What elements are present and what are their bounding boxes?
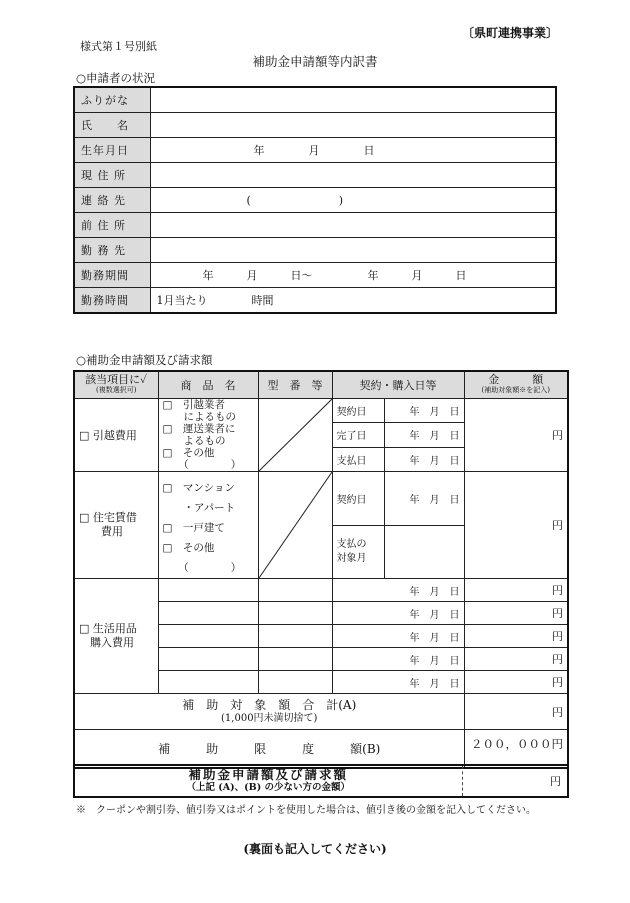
- rent-item-apartment: ・アパート: [162, 502, 236, 514]
- row-contact: [74, 188, 556, 213]
- project-tag: 〔県町連携事業〕: [461, 26, 558, 40]
- moving-model-slash: [258, 399, 332, 472]
- label-birthdate: 生年月日: [74, 138, 150, 163]
- header-amount: [464, 371, 568, 399]
- moving-item-carrier-2: よるもの: [162, 435, 226, 447]
- rent-target-month-label-1: 支払の: [336, 538, 367, 550]
- final-amount-box: [73, 764, 569, 798]
- field-contact[interactable]: ( ): [150, 188, 556, 213]
- field-work-period[interactable]: 年 月 日～ 年 月 日: [150, 263, 556, 288]
- total-sub: (1,000円未満切捨て): [221, 712, 318, 724]
- goods-product-4[interactable]: [158, 648, 258, 671]
- rent-item-house[interactable]: □ 一戸建て: [162, 522, 225, 534]
- goods-category[interactable]: [74, 579, 158, 694]
- moving-item-other-paren: （ ）: [162, 459, 242, 471]
- row-furigana: [74, 87, 556, 113]
- discount-note: ※ クーポンや割引券、値引券又はポイントを使用した場合は、値引き後の金額を記入してください。: [76, 805, 536, 816]
- form-number: 様式第１号別紙: [80, 40, 157, 53]
- moving-amount[interactable]: 円: [464, 399, 568, 472]
- moving-payment-label: 支払日: [332, 447, 384, 471]
- row-address: [74, 163, 556, 188]
- rent-item-other[interactable]: □ その他: [162, 542, 215, 554]
- rent-target-month-label: [332, 525, 384, 579]
- limit-amount: ２００，０００円: [464, 730, 568, 768]
- moving-complete-label: 完了日: [332, 423, 384, 447]
- field-name[interactable]: [150, 113, 556, 138]
- field-prev-address[interactable]: [150, 213, 556, 238]
- moving-item-other[interactable]: □ その他: [162, 447, 215, 459]
- goods-product-3[interactable]: [158, 625, 258, 648]
- goods-amount-3[interactable]: 円: [464, 625, 568, 648]
- moving-items[interactable]: [158, 399, 258, 472]
- header-check: [74, 371, 158, 399]
- moving-item-mover-2: によるもの: [162, 411, 236, 423]
- moving-contract-label: 契約日: [332, 399, 384, 423]
- goods-product-5[interactable]: [158, 671, 258, 694]
- goods-amount-4[interactable]: 円: [464, 648, 568, 671]
- label-prev-address: 前 住 所: [74, 213, 150, 238]
- moving-item-carrier[interactable]: □ 運送業者に: [162, 423, 236, 435]
- header-model: 型 番 等: [258, 371, 332, 399]
- goods-date-3[interactable]: 年 月 日: [332, 625, 464, 648]
- label-contact: 連 絡 先: [74, 188, 150, 213]
- goods-date-2[interactable]: 年 月 日: [332, 602, 464, 625]
- final-sub: （上記 (A)、(B) の少ない方の金額）: [186, 782, 350, 793]
- goods-model-3[interactable]: [258, 625, 332, 648]
- header-contract: 契約・購入日等: [332, 371, 464, 399]
- goods-date-5[interactable]: 年 月 日: [332, 671, 464, 694]
- total-label-cell: [74, 694, 464, 730]
- row-name: [74, 113, 556, 138]
- field-furigana[interactable]: [150, 87, 556, 113]
- label-work-period: 勤務期間: [74, 263, 150, 288]
- rent-item-other-paren: （ ）: [162, 562, 242, 574]
- row-birthdate: [74, 138, 556, 163]
- goods-date-1[interactable]: 年 月 日: [332, 579, 464, 602]
- field-birthdate[interactable]: 年 月 日: [150, 138, 556, 163]
- header-amount-label: 金 額: [488, 373, 544, 386]
- goods-category-label-2: 購入費用: [79, 636, 134, 649]
- goods-amount-2[interactable]: 円: [464, 602, 568, 625]
- rent-amount[interactable]: 円: [464, 472, 568, 579]
- label-address: 現 住 所: [74, 163, 150, 188]
- field-workplace[interactable]: [150, 238, 556, 263]
- label-name: 氏 名: [74, 113, 150, 138]
- moving-complete-date[interactable]: 年 月 日: [384, 423, 464, 447]
- rent-category[interactable]: [74, 472, 158, 579]
- row-work-hours: [74, 288, 556, 314]
- label-workplace: 勤 務 先: [74, 238, 150, 263]
- goods-model-5[interactable]: [258, 671, 332, 694]
- rent-target-month[interactable]: [384, 525, 464, 579]
- rent-category-label-2: 費用: [79, 525, 123, 538]
- moving-payment-date[interactable]: 年 月 日: [384, 447, 464, 471]
- final-label: 補助金申請額及び請求額: [188, 767, 348, 782]
- moving-item-mover[interactable]: □ 引越業者: [162, 399, 225, 411]
- goods-amount-5[interactable]: 円: [464, 671, 568, 694]
- rent-target-month-label-2: 対象月: [336, 552, 367, 564]
- subsidy-section-heading: ○補助金申請額及び請求額: [76, 353, 213, 367]
- row-work-period: [74, 263, 556, 288]
- total-amount[interactable]: 円: [464, 694, 568, 730]
- label-work-hours: 勤務時間: [74, 288, 150, 314]
- label-furigana: ふりがな: [74, 87, 150, 113]
- goods-product-1[interactable]: [158, 579, 258, 602]
- goods-model-1[interactable]: [258, 579, 332, 602]
- goods-model-2[interactable]: [258, 602, 332, 625]
- goods-amount-1[interactable]: 円: [464, 579, 568, 602]
- moving-contract-date[interactable]: 年 月 日: [384, 399, 464, 423]
- goods-category-label[interactable]: □ 生活用品: [79, 622, 137, 635]
- field-address[interactable]: [150, 163, 556, 188]
- header-check-label: 該当項目に✓: [85, 373, 148, 386]
- reverse-side-notice: (裏面も記入してください): [243, 842, 387, 856]
- applicant-table: [73, 86, 557, 314]
- header-amount-sub: (補助対象額※を記入): [481, 386, 550, 394]
- subsidy-table: [73, 370, 569, 769]
- row-workplace: [74, 238, 556, 263]
- rent-contract-date[interactable]: 年 月 日: [384, 472, 464, 526]
- rent-contract-label: 契約日: [332, 472, 384, 526]
- goods-model-4[interactable]: [258, 648, 332, 671]
- total-label: 補 助 対 象 額 合 計(A): [182, 697, 357, 712]
- limit-label: 補 助 限 度 額(B): [74, 730, 464, 768]
- rent-item-mansion[interactable]: □ マンション: [162, 482, 235, 494]
- applicant-section-heading: ○申請者の状況: [76, 71, 156, 85]
- rent-items[interactable]: [158, 472, 258, 579]
- rent-model-slash: [258, 472, 332, 579]
- field-work-hours[interactable]: 1月当たり 時間: [150, 288, 556, 314]
- header-check-sub: (複数選択可): [96, 386, 137, 394]
- header-product: 商 品 名: [158, 371, 258, 399]
- final-amount[interactable]: 円: [462, 765, 568, 797]
- rent-category-label[interactable]: □ 住宅賃借: [79, 511, 137, 524]
- final-label-cell: [74, 765, 462, 797]
- moving-category[interactable]: □ 引越費用: [74, 399, 158, 472]
- row-prev-address: [74, 213, 556, 238]
- document-title: 補助金申請額等内訳書: [252, 54, 378, 69]
- goods-date-4[interactable]: 年 月 日: [332, 648, 464, 671]
- goods-product-2[interactable]: [158, 602, 258, 625]
